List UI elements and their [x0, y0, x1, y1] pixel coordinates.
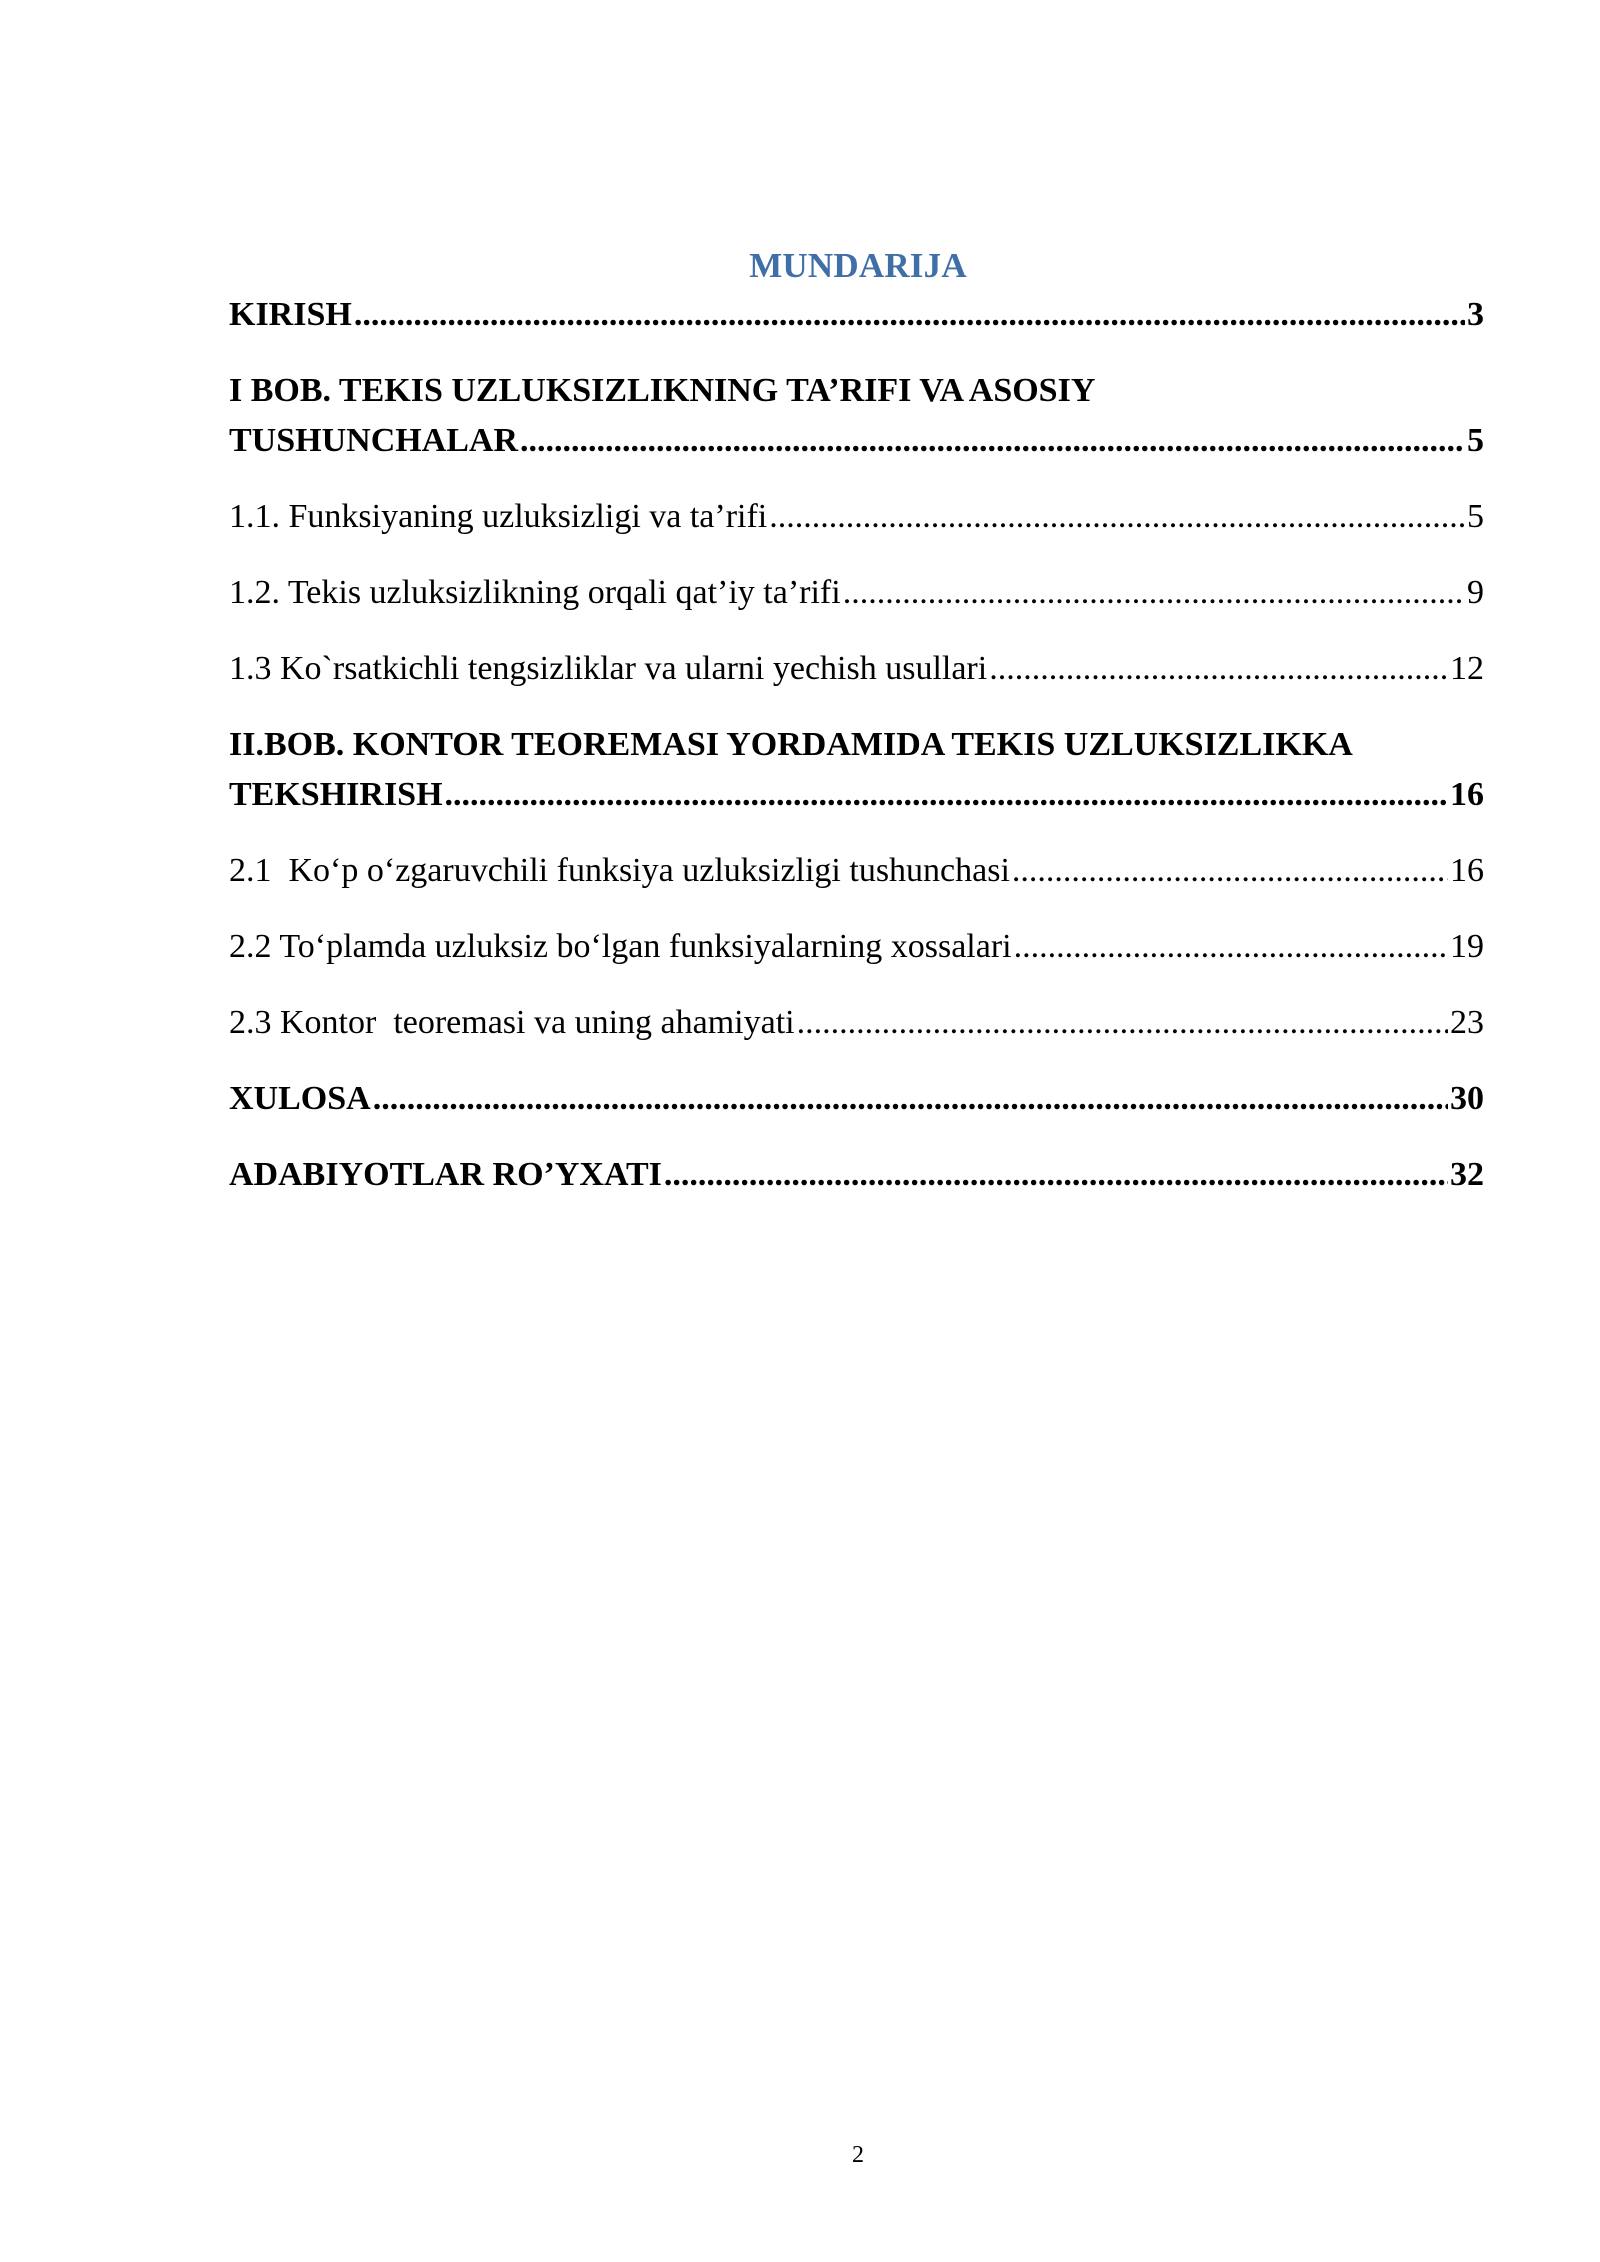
- toc-entry-adabiyotlar[interactable]: [229, 1150, 1484, 1200]
- toc-entry-label: TUSHUNCHALAR: [229, 422, 519, 459]
- dot-leader: [664, 1150, 1448, 1200]
- toc-entry-page: 5: [1467, 498, 1484, 535]
- toc-entry-section-1-3[interactable]: [229, 644, 1484, 694]
- toc-entry-label-line1: II.BOB. KONTOR TEOREMASI YORDAMIDA TEKIS UZLUKSIZLIKKA: [229, 726, 1353, 763]
- toc-entry-label: TEKSHIRISH: [229, 776, 443, 813]
- toc-entry-page: 12: [1450, 650, 1484, 687]
- dot-leader: [797, 998, 1448, 1048]
- toc-entry-label: KIRISH: [229, 296, 352, 333]
- toc-entry-label: 2.2 To‘plamda uzluksiz bo‘lgan funksiyalarning xossalari: [229, 928, 1012, 965]
- dot-leader: [769, 492, 1465, 542]
- toc-entry-page: 19: [1450, 928, 1484, 965]
- table-of-contents: [229, 290, 1484, 1200]
- toc-entry-label: ADABIYOTLAR RO’YXATI: [229, 1156, 662, 1193]
- dot-leader: [1014, 922, 1448, 972]
- dot-leader: [1012, 846, 1448, 896]
- toc-entry-page: 16: [1450, 776, 1484, 813]
- toc-title: MUNDARIJA: [749, 246, 967, 285]
- toc-entry-xulosa[interactable]: [229, 1074, 1484, 1124]
- dot-leader: [373, 1074, 1448, 1124]
- toc-entry-section-2-2[interactable]: [229, 922, 1484, 972]
- toc-entry-label: 2.3 Kontor teoremasi va uning ahamiyati: [229, 1004, 795, 1041]
- dot-leader: [989, 644, 1448, 694]
- toc-entry-page: 16: [1450, 852, 1484, 889]
- toc-entry-page: 23: [1450, 1004, 1484, 1041]
- toc-entry-chapter-2[interactable]: [229, 720, 1484, 820]
- dot-leader: [520, 416, 1465, 466]
- toc-entry-page: 5: [1467, 422, 1484, 459]
- dot-leader: [445, 770, 1448, 820]
- toc-entry-label: 1.1. Funksiyaning uzluksizligi va ta’rifi: [229, 498, 768, 535]
- toc-entry-page: 3: [1467, 296, 1484, 333]
- toc-entry-label: 1.3 Ko`rsatkichli tengsizliklar va ularni yechish usullari: [229, 650, 988, 687]
- toc-entry-label: 2.1 Ko‘p o‘zgaruvchili funksiya uzluksizligi tushunchasi: [229, 852, 1010, 889]
- toc-entry-label: 1.2. Tekis uzluksizlikning orqali qat’iy ta’rifi: [229, 574, 841, 611]
- toc-entry-section-1-1[interactable]: [229, 492, 1484, 542]
- toc-entry-section-2-1[interactable]: [229, 846, 1484, 896]
- toc-entry-label: XULOSA: [229, 1080, 371, 1117]
- toc-entry-section-1-2[interactable]: [229, 568, 1484, 618]
- toc-entry-kirish[interactable]: [229, 290, 1484, 340]
- dot-leader: [843, 568, 1465, 618]
- toc-entry-label-line1: I BOB. TEKIS UZLUKSIZLIKNING TA’RIFI VA ASOSIY: [229, 372, 1096, 409]
- toc-entry-page: 30: [1450, 1080, 1484, 1117]
- toc-entry-page: 9: [1467, 574, 1484, 611]
- toc-entry-section-2-3[interactable]: [229, 998, 1484, 1048]
- dot-leader: [354, 290, 1465, 340]
- toc-entry-page: 32: [1450, 1156, 1484, 1193]
- page-number: 2: [852, 2142, 864, 2168]
- toc-entry-chapter-1[interactable]: [229, 366, 1484, 466]
